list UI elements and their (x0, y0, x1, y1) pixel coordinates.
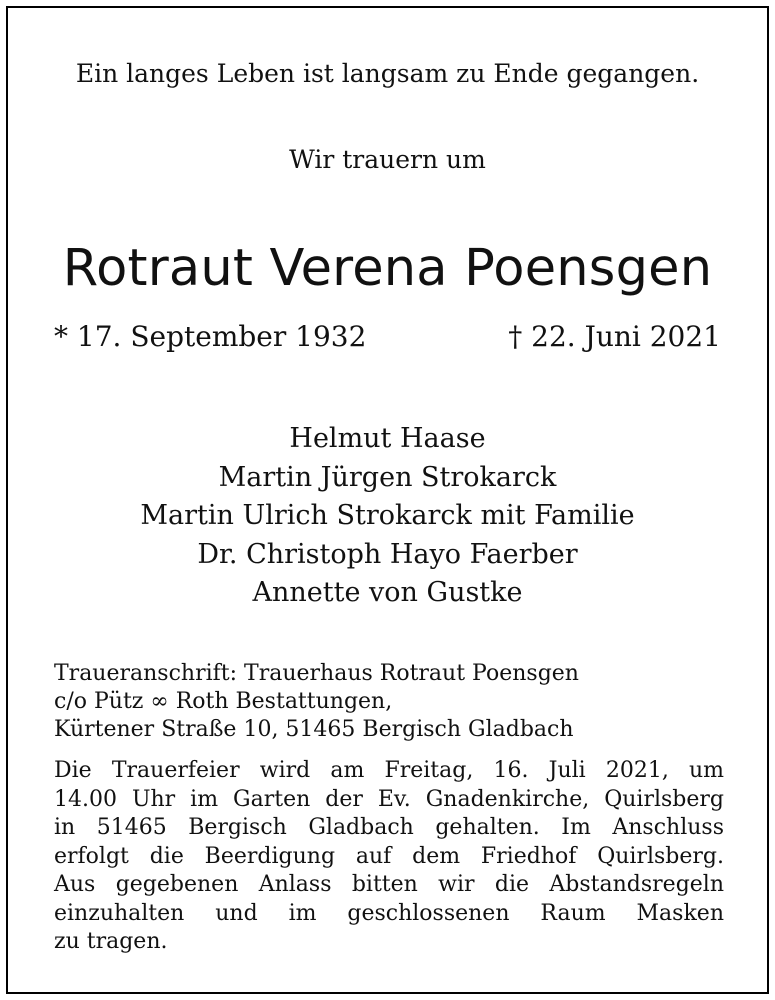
service-line: Aus gegebenen Anlass bitten wir die Abstandsregeln (54, 872, 724, 897)
service-line: Die Trauerfeier wird am Freitag, 16. Juli 2021, um (54, 758, 724, 783)
address-line: c/o Pütz ∞ Roth Bestattungen, (54, 689, 393, 714)
mourner-name: Annette von Gustke (252, 577, 523, 608)
service-line: erfolgt die Beerdigung auf dem Friedhof Quirlsberg. (54, 843, 724, 869)
mourner-name: Martin Ulrich Strokarck mit Familie (140, 500, 635, 531)
mourner-name: Dr. Christoph Hayo Faerber (197, 538, 578, 570)
intro-line: Ein langes Leben ist langsam zu Ende gegangen. (75, 59, 700, 88)
obituary-frame (6, 6, 769, 994)
birth-date: * 17. September 1932 (54, 320, 367, 353)
deceased-name: Rotraut Verena Poensgen (62, 239, 713, 298)
service-line: in 51465 Bergisch Gladbach gehalten. Im Anschluss (54, 815, 724, 840)
mourner-name: Martin Jürgen Strokarck (218, 461, 557, 493)
mourner-name: Helmut Haase (289, 423, 486, 454)
mourning-line: Wir trauern um (289, 145, 486, 174)
service-line: zu tragen. (54, 929, 168, 954)
funeral-service-text (54, 757, 724, 957)
service-line: 14.00 Uhr im Garten der Ev. Gnadenkirche, Quirlsberg (54, 786, 724, 812)
address-line: Kürtener Straße 10, 51465 Bergisch Gladbach (54, 717, 574, 742)
service-line: einzuhalten und im geschlossenen Raum Masken (54, 900, 724, 926)
mourning-address (54, 660, 724, 744)
address-line: Traueranschrift: Trauerhaus Rotraut Poensgen (54, 661, 579, 686)
death-date: † 22. Juni 2021 (508, 320, 721, 353)
mourners-list (8, 420, 767, 613)
